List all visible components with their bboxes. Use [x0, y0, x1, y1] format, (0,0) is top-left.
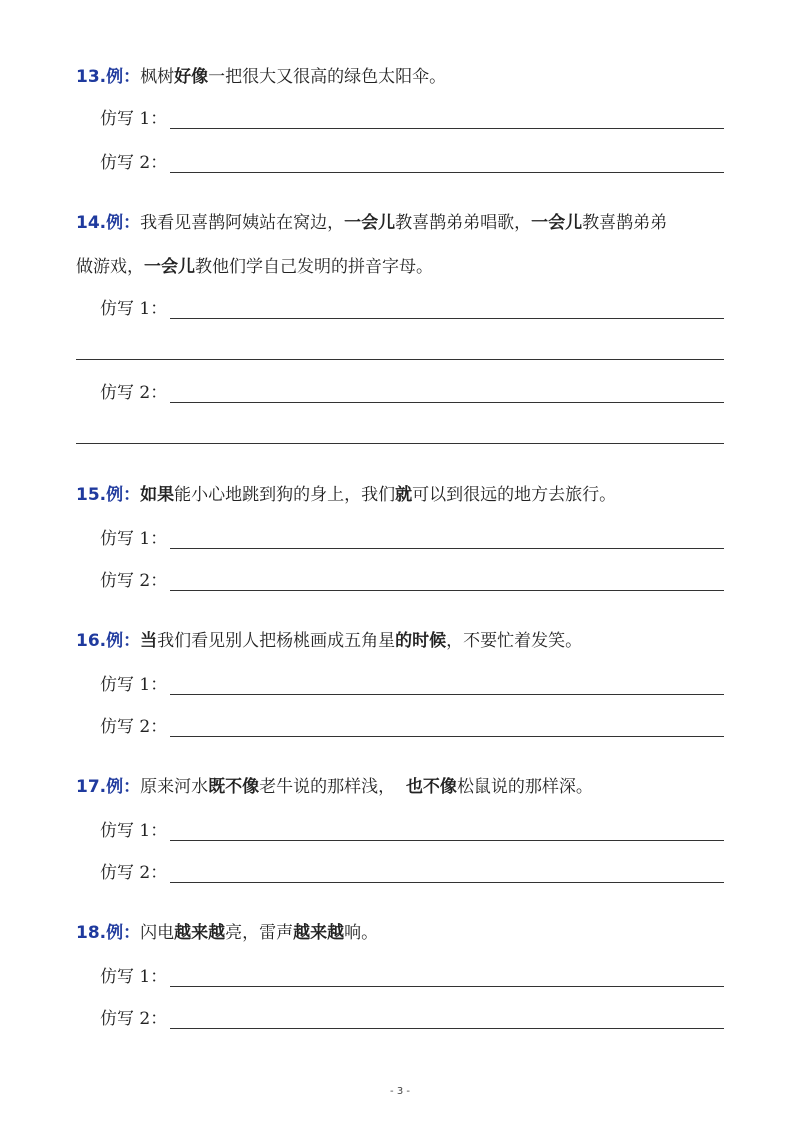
sentence-segment: 响。 — [344, 923, 379, 943]
page-number: - 3 - — [390, 1086, 410, 1097]
keyword-segment: 越来越 — [293, 923, 345, 943]
sentence-segment: 原来河水 — [140, 777, 209, 797]
sentence-segment: 教喜鹊弟弟 — [582, 213, 668, 233]
keyword-segment: 一会儿 — [344, 213, 396, 233]
copy-label: 仿写 2： — [100, 717, 168, 737]
item-number: 16. — [76, 631, 107, 651]
sentence-segment: 松鼠说的那样深。 — [456, 777, 593, 797]
item-number: 18. — [76, 923, 107, 943]
sentence-segment: 老牛说的那样浅， — [259, 777, 406, 797]
keyword-segment: 既不像 — [208, 777, 260, 797]
answer-line[interactable] — [170, 736, 724, 737]
example-label: 例： — [106, 67, 141, 87]
sentence-segment: 我们看见别人把杨桃画成五角星 — [157, 631, 396, 651]
answer-line[interactable] — [170, 172, 724, 173]
item-number: 14. — [76, 213, 107, 233]
sentence-segment: 做游戏， — [76, 257, 144, 277]
answer-line[interactable] — [170, 882, 724, 883]
keyword-segment: 当 — [140, 631, 158, 651]
sentence-segment: 教喜鹊弟弟唱歌， — [395, 213, 532, 233]
sentence-segment: 亮，雷声 — [225, 923, 294, 943]
answer-line[interactable] — [170, 318, 724, 319]
copy-row-13-1[interactable] — [100, 108, 724, 130]
answer-line[interactable] — [170, 1028, 724, 1029]
keyword-segment: 好像 — [174, 67, 209, 87]
item-number: 17. — [76, 777, 107, 797]
keyword-segment: 也不像 — [405, 777, 457, 797]
answer-line[interactable] — [170, 590, 724, 591]
sentence-segment: ，不要忙着发笑。 — [446, 631, 583, 651]
item-number: 15. — [76, 485, 107, 505]
copy-label: 仿写 2： — [100, 383, 168, 403]
copy-row-16-1[interactable] — [100, 674, 724, 696]
example-15 — [76, 484, 616, 506]
example-17 — [76, 776, 593, 798]
keyword-segment: 就 — [395, 485, 413, 505]
copy-label: 仿写 1： — [100, 109, 168, 129]
sentence-segment: 能小心地跳到狗的身上，我们 — [174, 485, 396, 505]
answer-line[interactable] — [170, 128, 724, 129]
copy-label: 仿写 1： — [100, 299, 168, 319]
example-13 — [76, 66, 446, 88]
sentence-segment: 枫树 — [140, 67, 175, 87]
example-label: 例： — [106, 631, 141, 651]
copy-row-15-1[interactable] — [100, 528, 724, 550]
copy-label: 仿写 2： — [100, 863, 168, 883]
answer-line-continuation[interactable] — [76, 443, 724, 444]
copy-label: 仿写 1： — [100, 529, 168, 549]
example-14-line-2 — [76, 256, 433, 278]
example-label: 例： — [106, 777, 141, 797]
example-label: 例： — [106, 923, 141, 943]
keyword-segment: 如果 — [140, 485, 175, 505]
copy-row-13-2[interactable] — [100, 152, 724, 174]
example-label: 例： — [106, 485, 141, 505]
copy-label: 仿写 2： — [100, 571, 168, 591]
keyword-segment: 的时候 — [395, 631, 447, 651]
answer-line[interactable] — [170, 548, 724, 549]
item-number: 13. — [76, 67, 107, 87]
copy-label: 仿写 2： — [100, 153, 168, 173]
copy-label: 仿写 1： — [100, 821, 168, 841]
copy-row-17-1[interactable] — [100, 820, 724, 842]
example-18 — [76, 922, 378, 944]
copy-row-14-1[interactable] — [100, 298, 724, 320]
copy-row-15-2[interactable] — [100, 570, 724, 592]
sentence-segment: 我看见喜鹊阿姨站在窝边， — [140, 213, 345, 233]
copy-row-14-2[interactable] — [100, 382, 724, 404]
copy-row-17-2[interactable] — [100, 862, 724, 884]
copy-row-16-2[interactable] — [100, 716, 724, 738]
example-label: 例： — [106, 213, 141, 233]
copy-row-18-1[interactable] — [100, 966, 724, 988]
keyword-segment: 越来越 — [174, 923, 226, 943]
keyword-segment: 一会儿 — [144, 257, 195, 277]
copy-label: 仿写 1： — [100, 675, 168, 695]
example-14-line-1 — [76, 212, 667, 234]
answer-line[interactable] — [170, 402, 724, 403]
copy-row-18-2[interactable] — [100, 1008, 724, 1030]
copy-label: 仿写 1： — [100, 967, 168, 987]
sentence-segment: 一把很大又很高的绿色太阳伞。 — [208, 67, 447, 87]
sentence-segment: 可以到很远的地方去旅行。 — [412, 485, 617, 505]
answer-line[interactable] — [170, 986, 724, 987]
answer-line-continuation[interactable] — [76, 359, 724, 360]
keyword-segment: 一会儿 — [531, 213, 583, 233]
answer-line[interactable] — [170, 694, 724, 695]
example-16 — [76, 630, 582, 652]
answer-line[interactable] — [170, 840, 724, 841]
copy-label: 仿写 2： — [100, 1009, 168, 1029]
sentence-segment: 闪电 — [140, 923, 175, 943]
sentence-segment: 教他们学自己发明的拼音字母。 — [195, 257, 433, 277]
